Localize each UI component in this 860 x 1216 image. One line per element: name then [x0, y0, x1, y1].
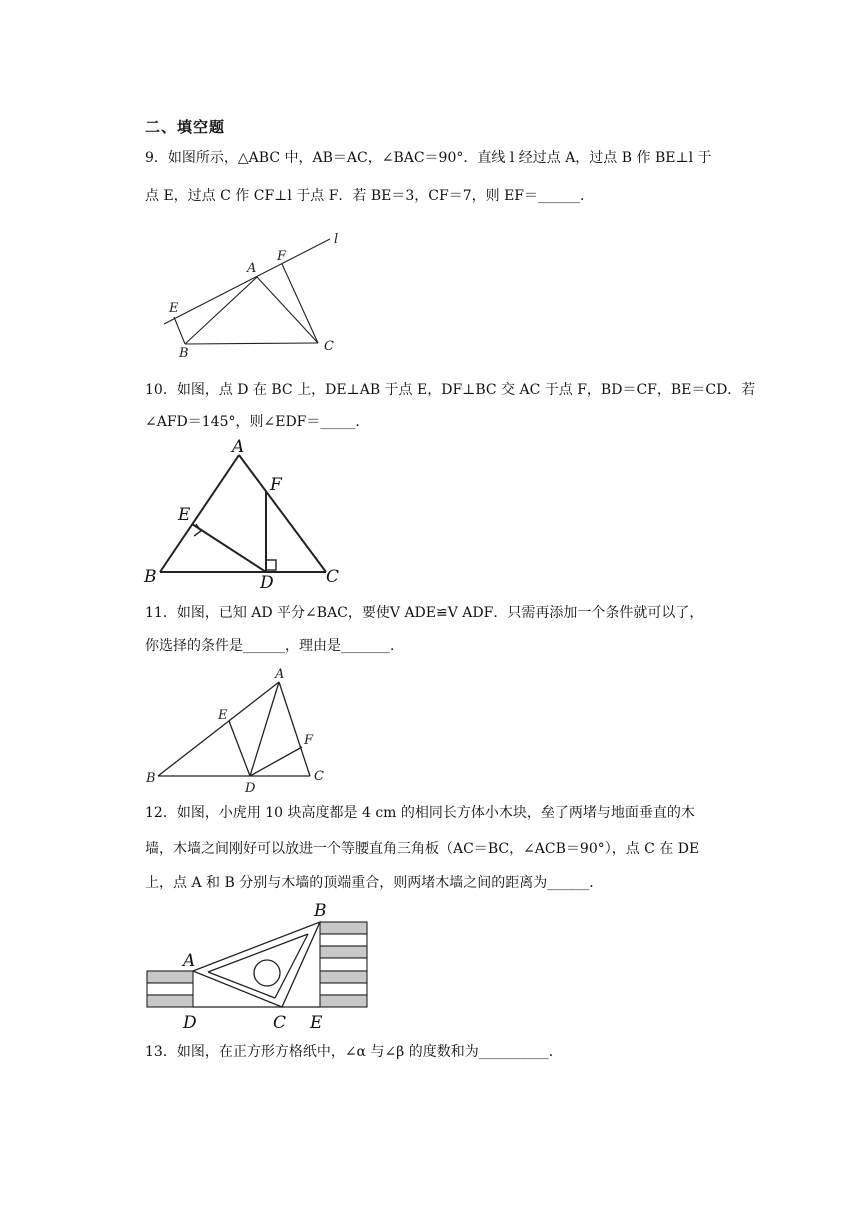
segment-de: [229, 721, 250, 776]
q11-figure: [140, 664, 340, 794]
label-c: C: [326, 567, 340, 587]
label-c: C: [273, 1013, 287, 1033]
label-e: E: [310, 1013, 323, 1033]
label-b: B: [144, 567, 157, 587]
label-a: A: [275, 667, 285, 682]
label-d: D: [260, 573, 274, 593]
q9-line-2: 点 E，过点 C 作 CF⊥l 于点 F．若 BE＝3，CF＝7，则 EF＝______．: [145, 188, 594, 204]
q12-line-2: 墙，木墙之间刚好可以放进一个等腰直角三角板（AC＝BC，∠ACB＝90°），点 C 在 DE: [145, 841, 700, 857]
label-e: E: [178, 505, 191, 525]
label-b: B: [179, 346, 189, 361]
label-a: A: [232, 437, 245, 457]
q11-line-1: 11．如图，已知 AD 平分∠BAC，要使V ADE≌V ADF．只需再添加一个条件就可以了，: [145, 605, 704, 621]
q9-figure: [150, 228, 360, 363]
segment-cf: [282, 264, 318, 343]
line-l: [164, 239, 330, 324]
section-title: 二、填空题: [145, 118, 226, 136]
label-e: E: [218, 708, 228, 723]
right-wall: [320, 922, 367, 1007]
segment-ac: [257, 277, 318, 343]
label-f: F: [270, 475, 282, 495]
label-b: B: [146, 771, 156, 786]
label-c: C: [324, 339, 334, 354]
label-l: l: [334, 232, 339, 247]
segment-de: [192, 524, 266, 572]
left-wall: [147, 971, 193, 1007]
q13-line-1: 13．如图，在正方形方格纸中，∠α 与∠β 的度数和为__________．: [145, 1044, 563, 1060]
segment-ac: [279, 682, 310, 776]
right-angle-mark-d: [266, 560, 276, 570]
q10-figure: [140, 437, 350, 593]
q12-line-1: 12．如图，小虎用 10 块高度都是 4 cm 的相同长方体小木块，垒了两堵与地面垂直的木: [145, 805, 695, 821]
segment-ab: [158, 682, 279, 776]
segment-ab: [185, 277, 257, 344]
q10-line-1: 10．如图，点 D 在 BC 上，DE⊥AB 于点 E，DF⊥BC 交 AC 于点 F，BD＝CF，BE＝CD．若: [145, 382, 756, 398]
label-a: A: [183, 951, 196, 971]
label-b: B: [314, 901, 327, 921]
label-e: E: [169, 301, 179, 316]
q11-line-2: 你选择的条件是______，理由是_______．: [145, 638, 404, 654]
segment-ac: [239, 455, 326, 572]
segment-ab: [160, 455, 239, 572]
segment-be: [174, 317, 185, 344]
label-f: F: [277, 249, 287, 264]
label-d: D: [183, 1013, 197, 1033]
label-d: D: [245, 781, 256, 796]
label-c: C: [314, 769, 324, 784]
q12-line-3: 上，点 A 和 B 分别与木墙的顶端重合，则两堵木墙之间的距离为______．: [145, 875, 604, 891]
label-f: F: [304, 733, 314, 748]
segment-bc: [185, 343, 318, 344]
q10-line-2: ∠AFD＝145°，则∠EDF＝_____．: [145, 414, 370, 430]
q12-figure: [140, 898, 380, 1034]
label-a: A: [247, 261, 257, 276]
q9-line-1: 9．如图所示，△ABC 中，AB＝AC，∠BAC＝90°．直线 l 经过点 A，过点 B 作 BE⊥l 于: [145, 150, 712, 166]
